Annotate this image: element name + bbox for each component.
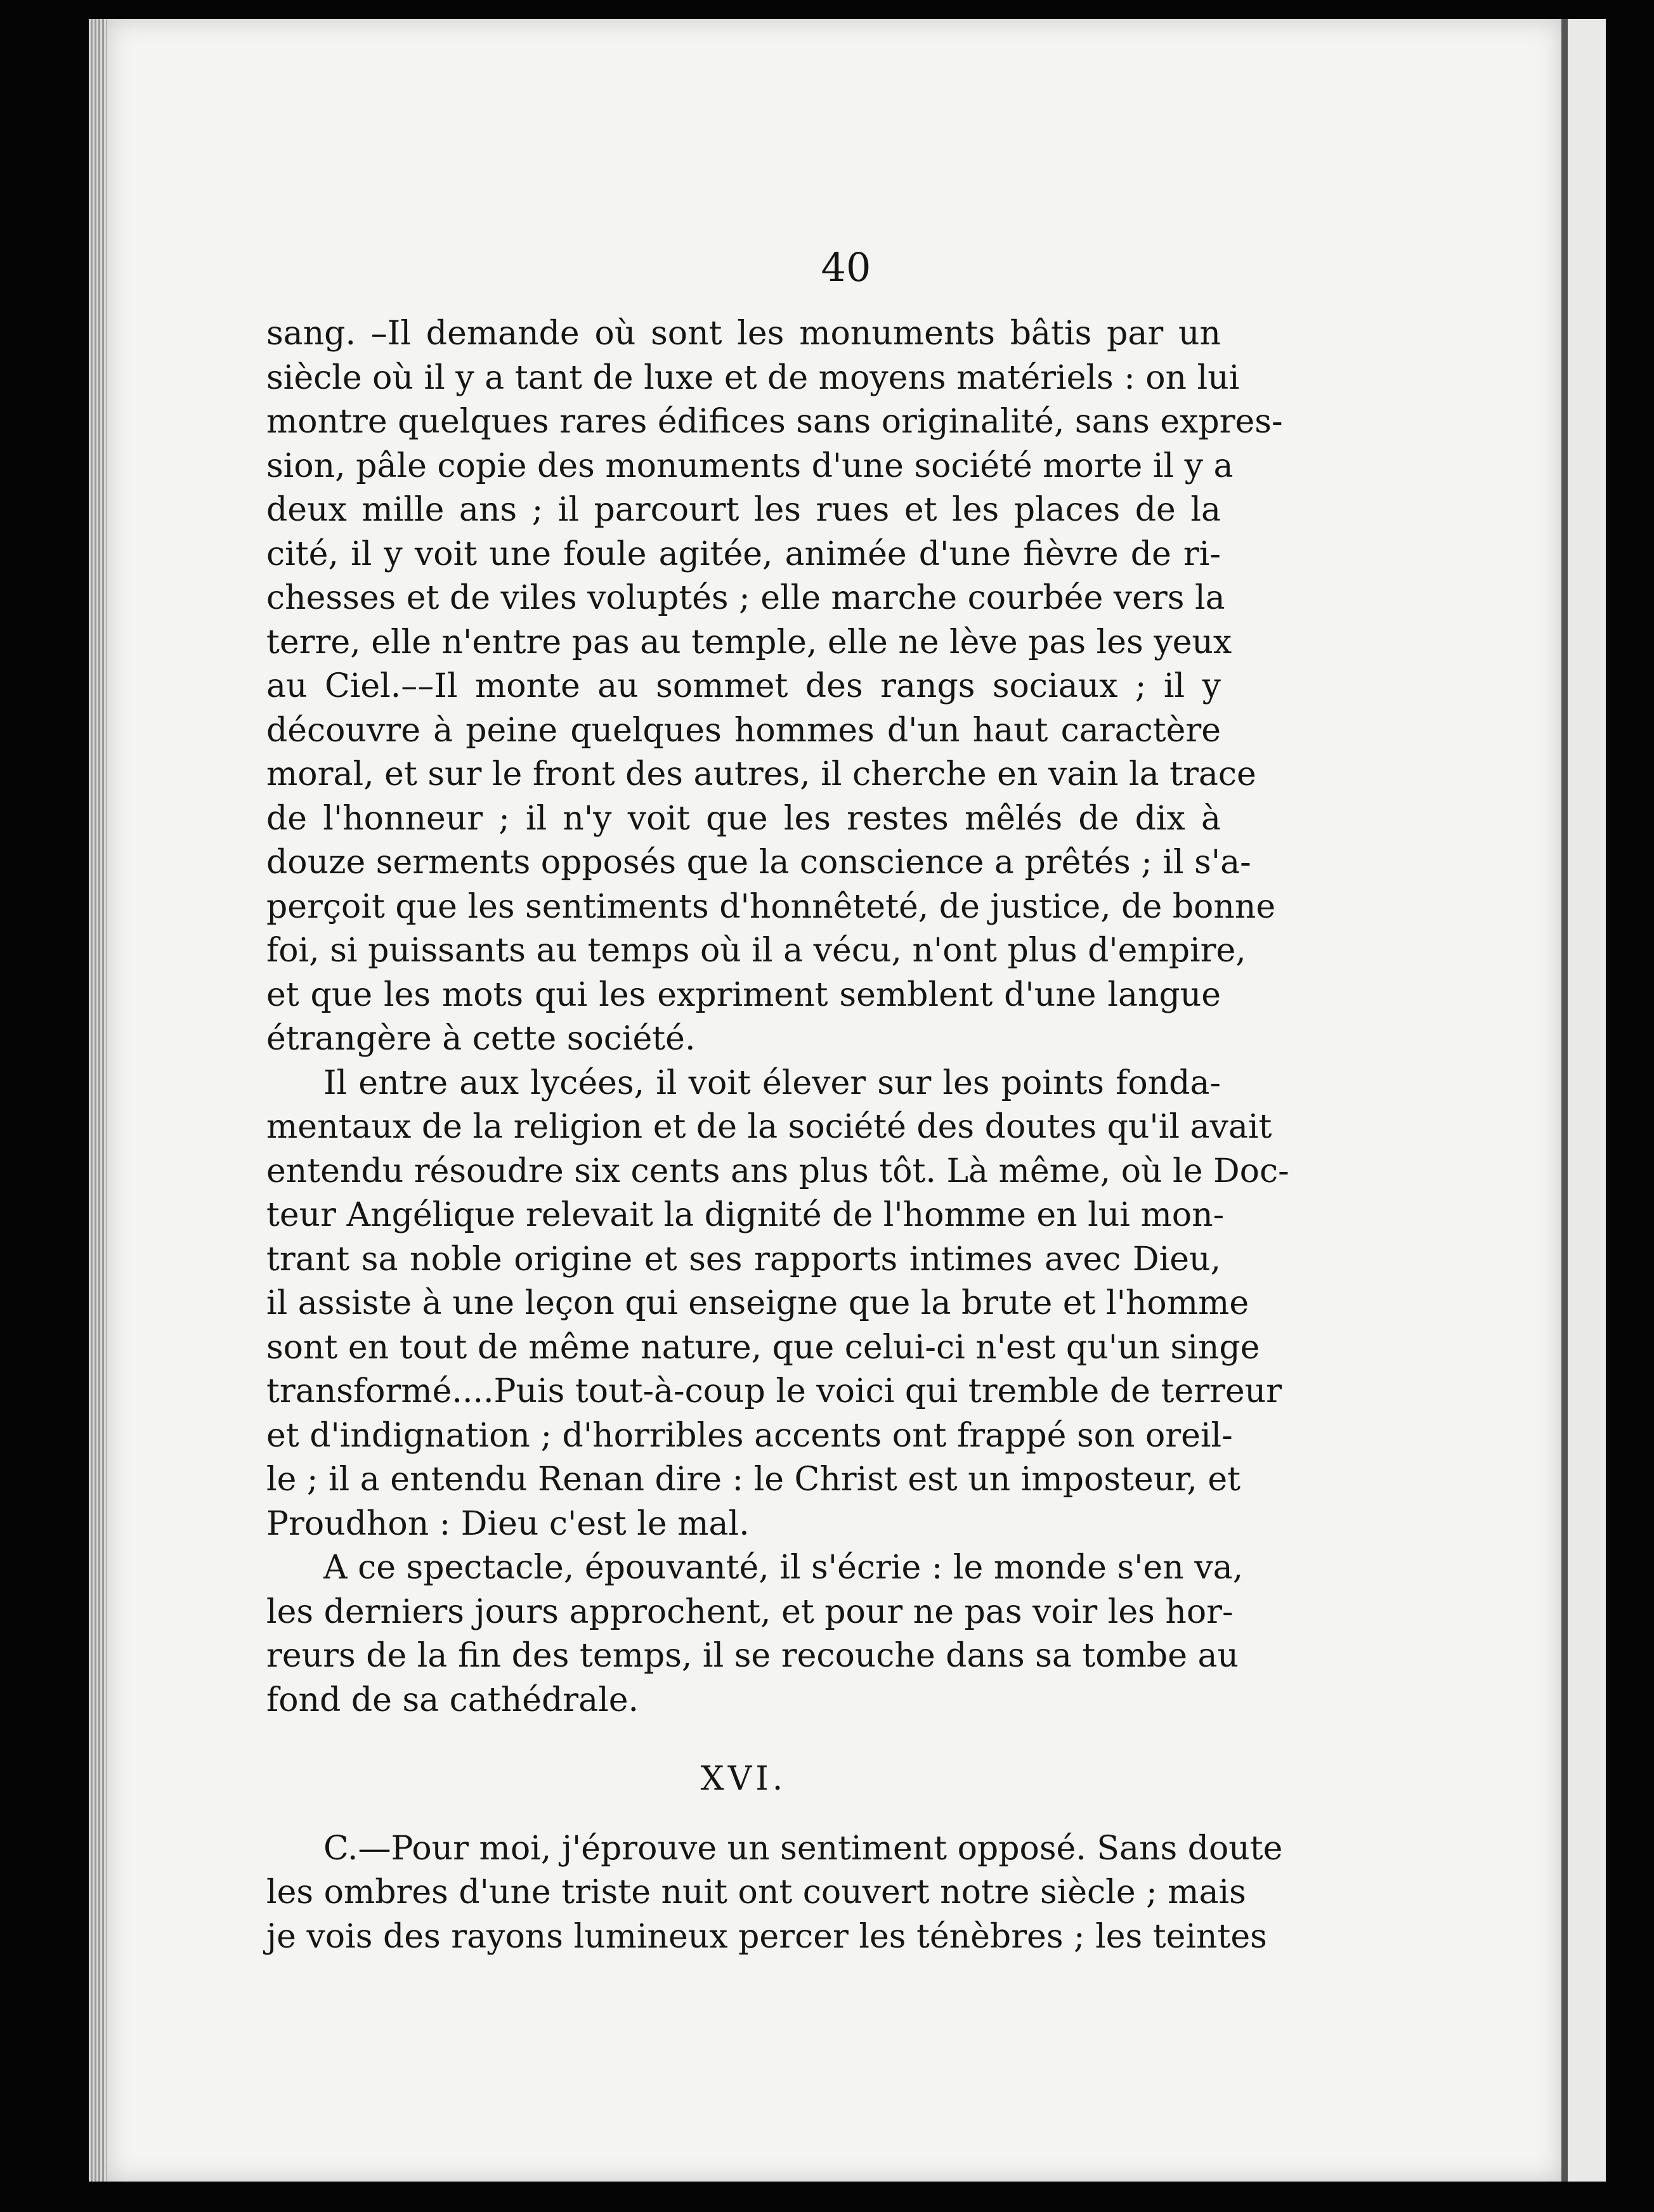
text-line: transformé....Puis tout-à-coup le voici qui tremble de terreur [266,1372,1282,1410]
text-line: étrangère à cette société. [266,1020,696,1058]
text-line: C.—Pour moi, j'éprouve un sentiment opposé. Sans doute [323,1829,1283,1868]
text-line: et que les mots qui les expriment semblent d'une langue [266,975,1221,1014]
text-line: moral, et sur le front des autres, il cherche en vain la trace [266,755,1256,793]
paragraph [266,1062,1289,1547]
text-line: reurs de la fin des temps, il se recouche dans sa tombe au [266,1637,1239,1675]
text-line: les ombres d'une triste nuit ont couvert notre siècle ; mais [266,1873,1246,1911]
text-line: et d'indignation ; d'horribles accents ont frappé son oreil- [266,1416,1233,1455]
text-line: il assiste à une leçon qui enseigne que la brute et l'homme [266,1284,1249,1322]
text-line: douze serments opposés que la conscience a prêtés ; il s'a- [266,843,1251,882]
text-line: mentaux de la religion et de la société des doutes qu'il avait [266,1108,1272,1146]
page-body [266,312,1289,1959]
text-line: montre quelques rares édifices sans originalité, sans expres- [266,403,1283,441]
paragraph [266,312,1283,1062]
page-number: 40 [821,244,871,290]
text-line: le ; il a entendu Renan dire : le Christ est un imposteur, et [266,1461,1241,1499]
text-line: foi, si puissants au temps où il a vécu, n'ont plus d'empire, [266,932,1246,970]
adjacent-page-edge [1568,19,1606,2182]
text-line: cité, il y voit une foule agitée, animée d'une fièvre de ri- [266,535,1221,573]
paragraph [266,1546,1244,1722]
text-line: je vois des rayons lumineux percer les ténèbres ; les teintes [266,1917,1267,1956]
text-line: Il entre aux lycées, il voit élever sur les points fonda- [323,1064,1221,1102]
text-line: fond de sa cathédrale. [266,1681,639,1719]
text-line: deux mille ans ; il parcourt les rues et les places de la [266,491,1221,529]
text-line: chesses et de viles voluptés ; elle marche courbée vers la [266,579,1225,617]
text-line: de l'honneur ; il n'y voit que les restes mêlés de dix à [266,799,1221,838]
text-line: trant sa noble origine et ses rapports intimes avec Dieu, [266,1240,1221,1278]
section-heading: XVI. [700,1760,787,1798]
text-line: découvre à peine quelques hommes d'un haut caractère [266,711,1221,750]
text-line: Proudhon : Dieu c'est le mal. [266,1504,750,1543]
text-line: sang. –Il demande où sont les monuments bâtis par un [266,315,1221,353]
text-line: teur Angélique relevait la dignité de l'homme en lui mon- [266,1196,1225,1234]
text-line: A ce spectacle, épouvanté, il s'écrie : le monde s'en va, [323,1549,1244,1587]
text-line: entendu résoudre six cents ans plus tôt. Là même, où le Doc- [266,1152,1289,1190]
text-line: les derniers jours approchent, et pour ne pas voir les hor- [266,1592,1234,1631]
text-line: terre, elle n'entre pas au temple, elle ne lève pas les yeux [266,623,1232,661]
text-line: sion, pâle copie des monuments d'une société morte il y a [266,446,1234,485]
paragraph [266,1827,1283,1960]
text-line: au Ciel.––Il monte au sommet des rangs sociaux ; il y [266,667,1221,705]
text-line: sont en tout de même nature, que celui-ci n'est qu'un singe [266,1328,1260,1367]
text-line: perçoit que les sentiments d'honnêteté, de justice, de bonne [266,887,1276,926]
text-line: siècle où il y a tant de luxe et de moyens matériels : on lui [266,358,1240,397]
page-gutter-rule [1561,19,1568,2182]
